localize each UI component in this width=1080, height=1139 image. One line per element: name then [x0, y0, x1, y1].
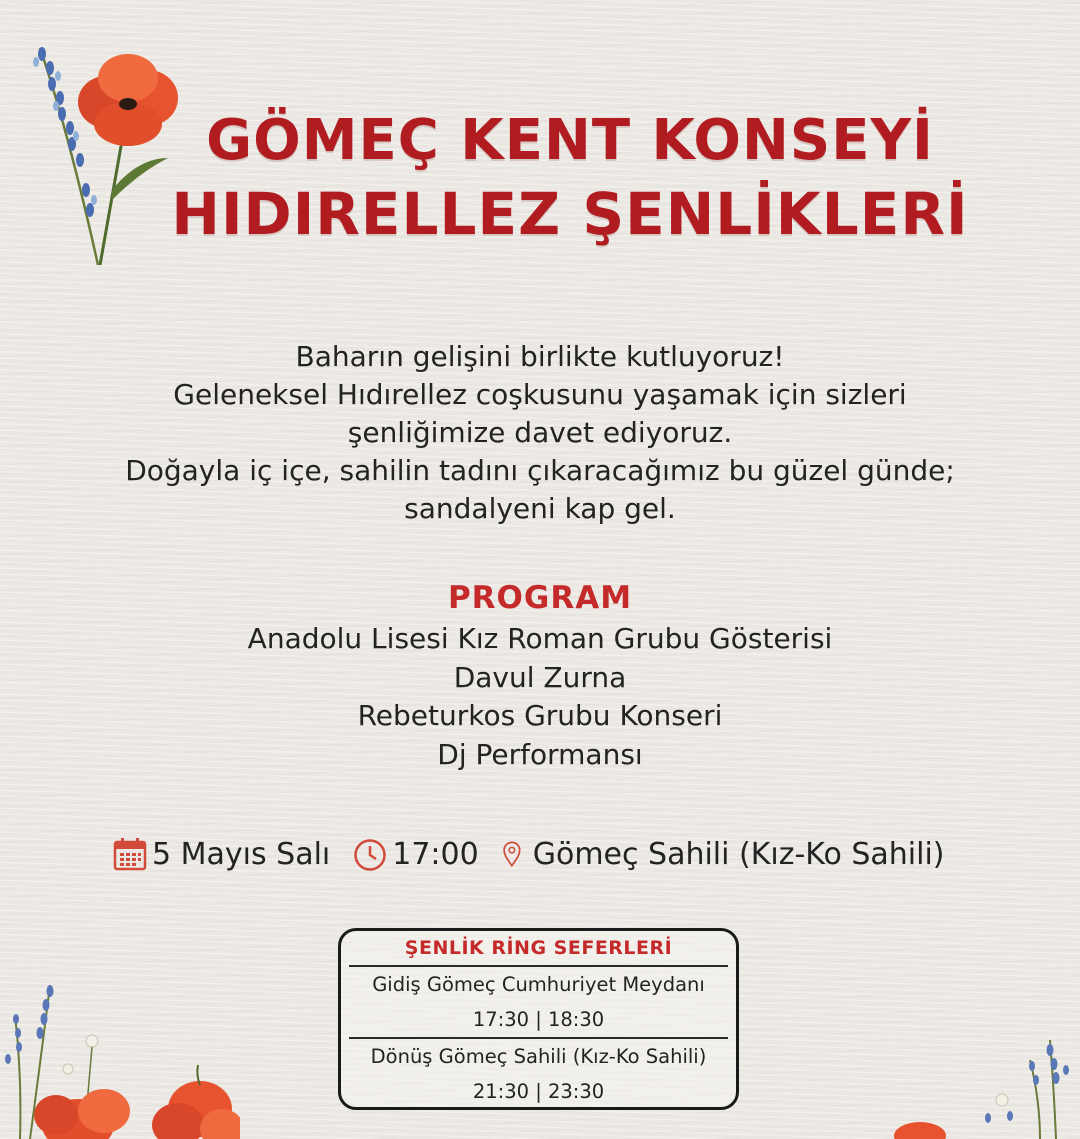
ring-return-times: 21:30 | 23:30 [472, 1080, 605, 1103]
location-pin-icon [501, 836, 529, 872]
intro-line: Geleneksel Hıdırellez coşkusunu yaşamak için sizleri [173, 378, 907, 411]
event-date: 5 Mayıs Salı [152, 836, 331, 872]
title-line-1: GÖMEÇ KENT KONSEYİ [206, 108, 934, 173]
intro-text [0, 338, 1080, 528]
calendar-icon [112, 836, 148, 872]
ring-return-label: Dönüş Gömeç Sahili (Kız-Ko Sahili) [370, 1045, 707, 1068]
title-line-2: HIDIRELLEZ ŞENLİKLERİ [171, 180, 969, 248]
intro-line: sandalyeni kap gel. [404, 492, 676, 525]
program-item: Davul Zurna [453, 660, 627, 694]
event-info-row [112, 832, 945, 876]
intro-line: Doğayla iç içe, sahilin tadını çıkaracağımız bu güzel günde; [125, 454, 955, 487]
lavender-flower-illustration-bottom-right [890, 1040, 1080, 1139]
program-item: Anadolu Lisesi Kız Roman Grubu Gösterisi [247, 622, 833, 655]
program-item: Rebeturkos Grubu Konseri [357, 699, 723, 732]
poppy-flower-illustration-bottom-left [0, 985, 240, 1139]
ring-departure-label: Gidiş Gömeç Cumhuriyet Meydanı [372, 973, 705, 996]
program-heading: PROGRAM [447, 580, 633, 616]
ring-schedule-box [338, 928, 739, 1110]
program-list [0, 620, 1080, 774]
clock-icon [352, 836, 388, 872]
intro-line: şenliğimize davet ediyoruz. [347, 416, 733, 449]
ring-schedule-title: ŞENLİK RİNG SEFERLERİ [404, 937, 673, 959]
event-time: 17:00 [392, 836, 479, 872]
ring-departure-times: 17:30 | 18:30 [472, 1008, 605, 1031]
event-location: Gömeç Sahili (Kız-Ko Sahili) [532, 836, 945, 872]
intro-line: Baharın gelişini birlikte kutluyoruz! [295, 340, 785, 373]
program-item: Dj Performansı [437, 737, 643, 771]
